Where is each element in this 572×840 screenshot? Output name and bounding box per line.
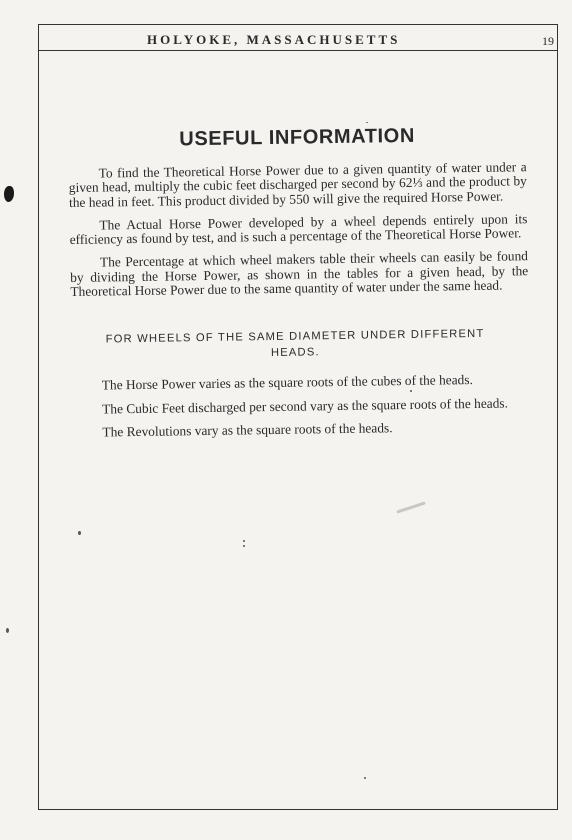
body-paragraph: The Percentage at which wheel makers table their wheels can easily be found by dividing the Horse Power, as shown in the tables for a given head, by the Theoretical Horse Power due to the same quantity of water under the same head. xyxy=(70,248,529,300)
ink-speck xyxy=(6,628,9,633)
section-heading: FOR WHEELS OF THE SAME DIAMETER UNDER DIFFERENT HEADS. xyxy=(105,328,485,359)
page-number: 19 xyxy=(542,34,554,48)
rule-paragraph: The Horse Power varies as the square roots of the cubes of the heads. xyxy=(101,372,473,393)
rule-paragraph: The Revolutions vary as the square roots of the heads. xyxy=(102,420,393,440)
body-paragraph: To find the Theoretical Horse Power due to a given quantity of water under a given head, multiply the cubic feet discharged per second by 62⅓ and the product by the head in feet. This product divided by 550 will give the required Horse Power. xyxy=(68,159,527,210)
rule-paragraph: The Cubic Feet discharged per second vary as the square roots of the heads. xyxy=(102,395,509,417)
page-title: USEFUL INFORMATION xyxy=(179,124,416,151)
page-content xyxy=(68,123,531,449)
body-paragraph: The Actual Horse Power developed by a wheel depends entirely upon its efficiency as found by test, and is such a percentage of the Theoretical Horse Power. xyxy=(69,211,528,248)
ink-blot xyxy=(4,186,14,202)
running-header xyxy=(39,25,557,51)
header-title: HOLYOKE, MASSACHUSETTS xyxy=(147,32,401,47)
